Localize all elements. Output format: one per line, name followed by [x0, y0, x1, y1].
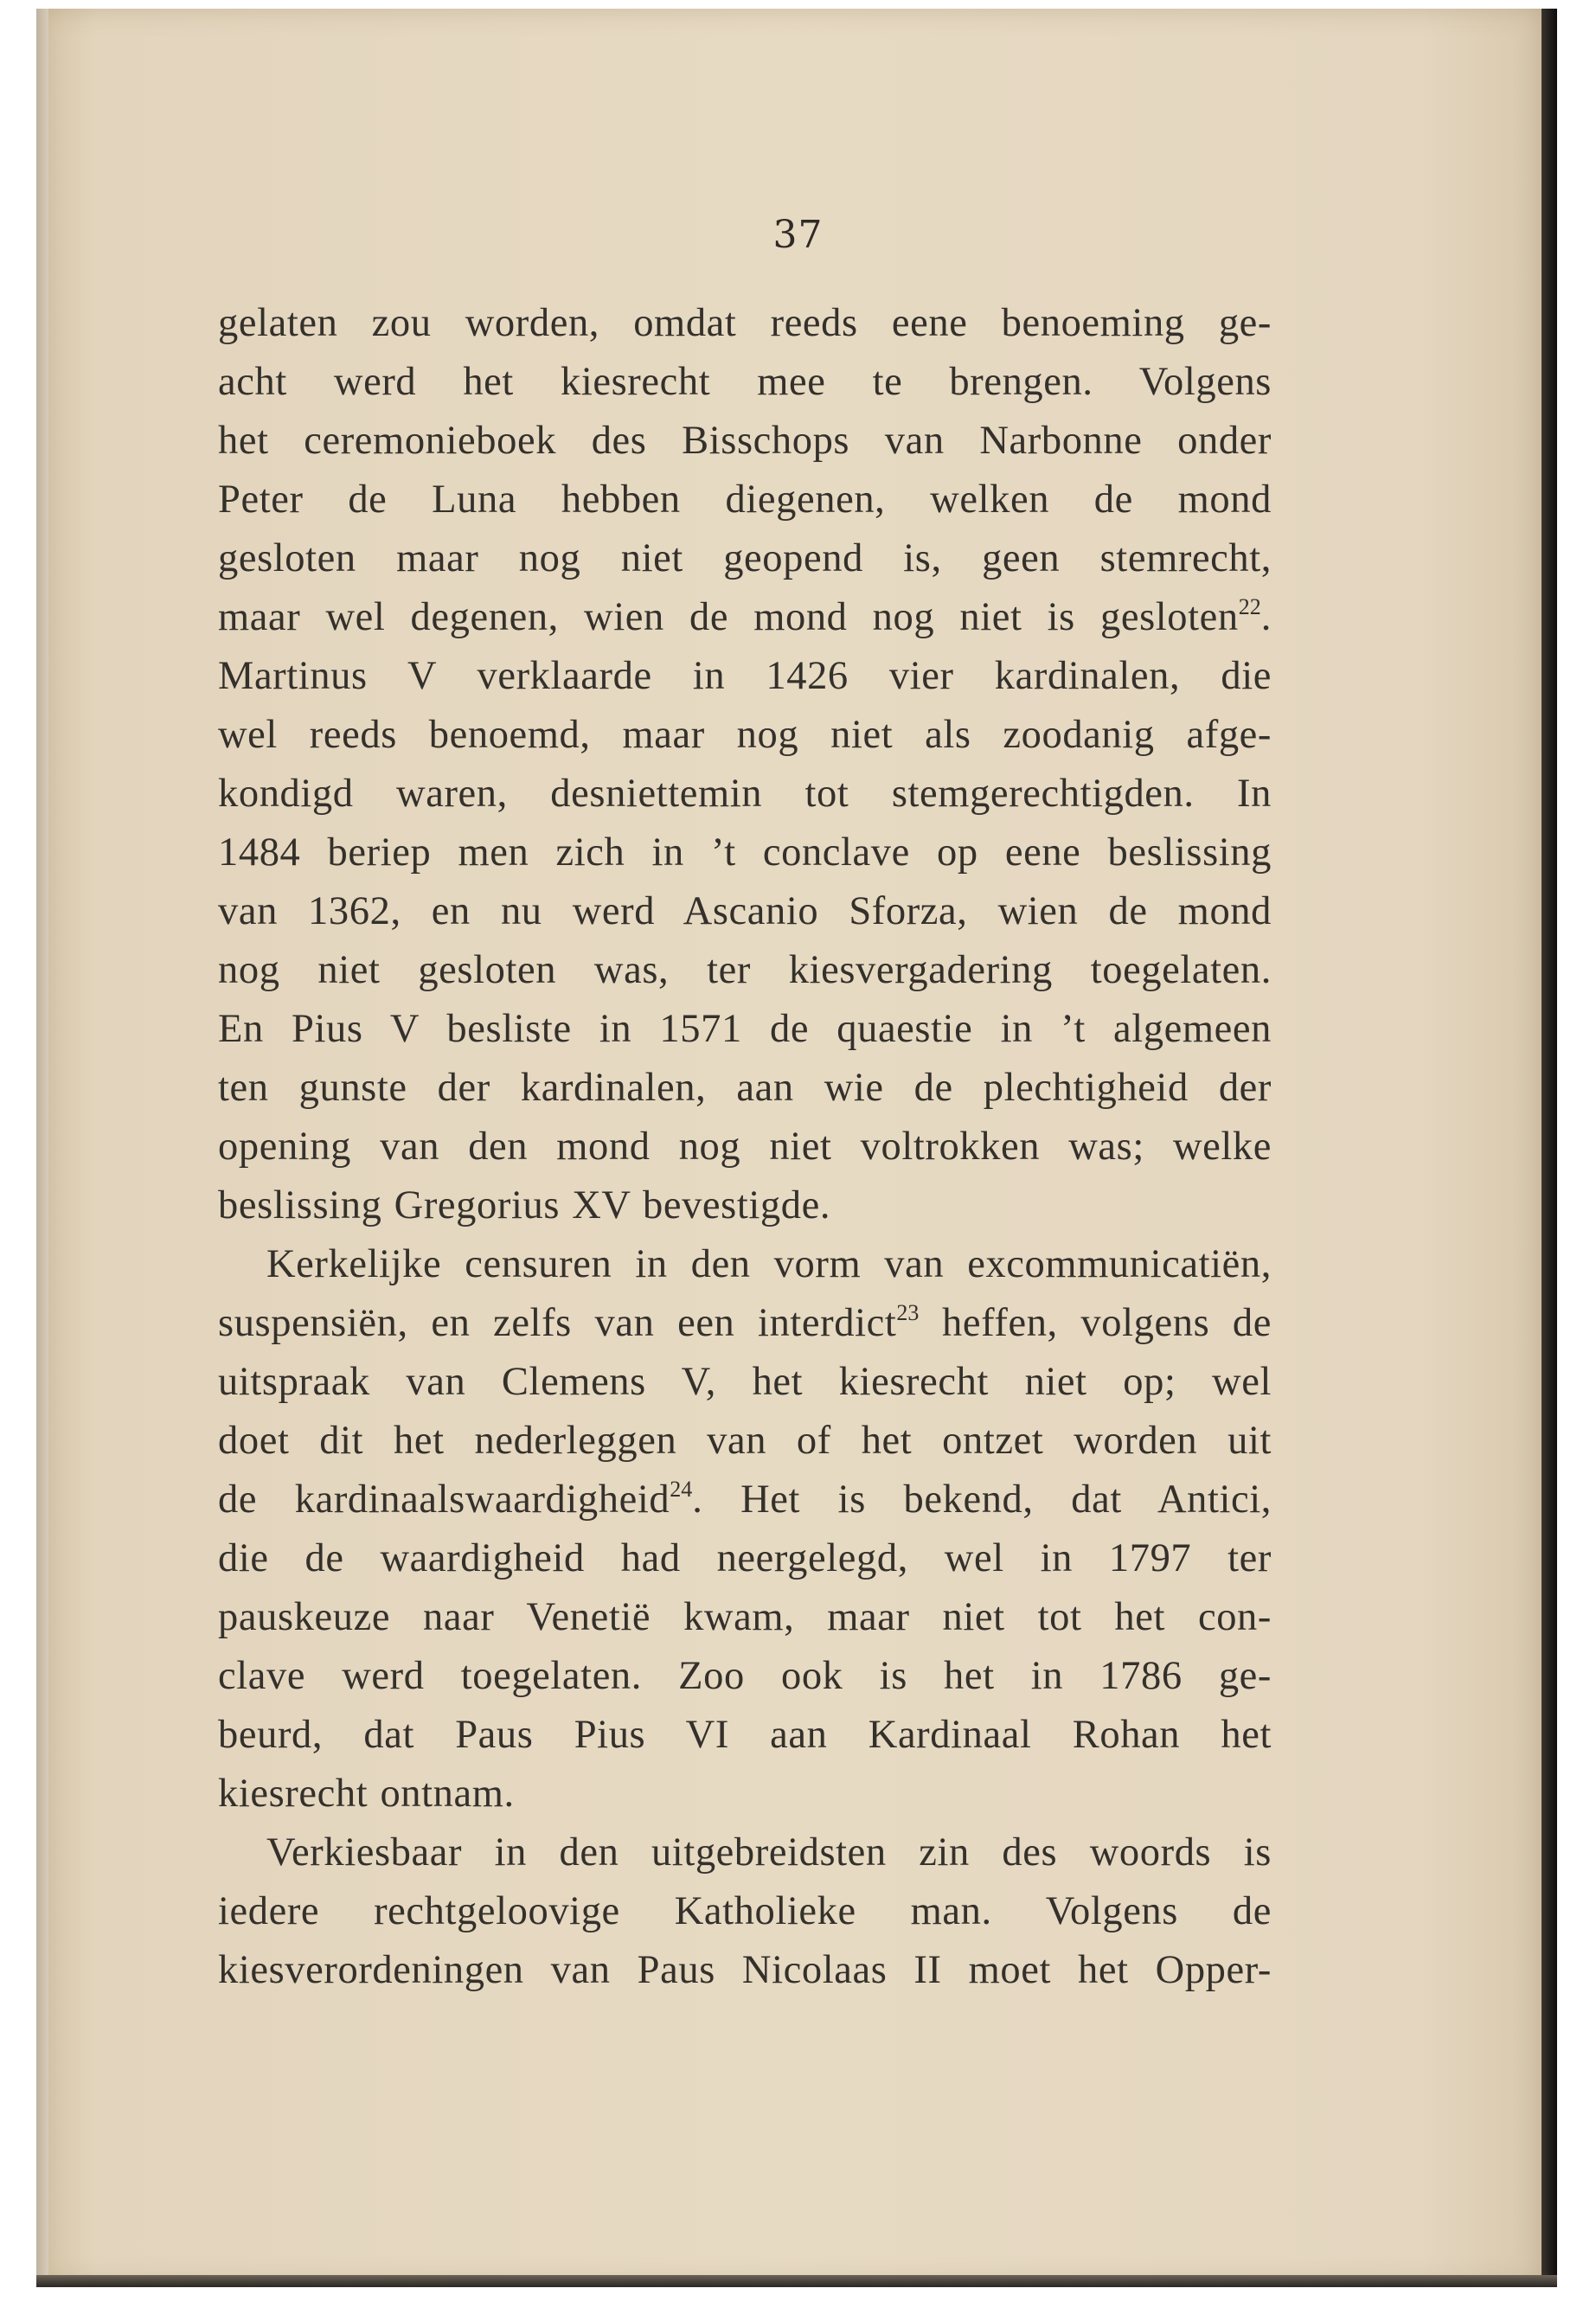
text-line-24: clave werd toegelaten. Zoo ook is het in 1786 ge- [218, 1654, 1272, 1698]
text-line-11: van 1362, en nu werd Ascanio Sforza, wien de mond [218, 889, 1272, 933]
page-bottom-edge [36, 2275, 1557, 2287]
text-line-20: doet dit het nederleggen van of het ontzet worden uit [218, 1419, 1272, 1463]
text-line-13: En Pius V besliste in 1571 de quaestie in ’t algemeen [218, 1007, 1272, 1051]
text-line-5: gesloten maar nog niet geopend is, geen stemrecht, [218, 536, 1272, 580]
text-line-14: ten gunste der kardinalen, aan wie de plechtigheid der [218, 1066, 1272, 1110]
text-line-23: pauskeuze naar Venetië kwam, maar niet tot het con- [218, 1595, 1272, 1639]
text-line-7: Martinus V verklaarde in 1426 vier kardinalen, die [218, 654, 1272, 698]
text-line-9: kondigd waren, desniettemin tot stemgerechtigden. In [218, 772, 1272, 816]
text-line-19: uitspraak van Clemens V, het kiesrecht niet op; wel [218, 1360, 1272, 1404]
page-left-edge [36, 9, 48, 2284]
text-line-12: nog niet gesloten was, ter kiesvergadering toegelaten. [218, 948, 1272, 992]
text-line-16: beslissing Gregorius XV bevestigde. [218, 1183, 831, 1227]
text-line-21: de kardinaalswaardigheid$^{24}$. Het is bekend, dat Antici, [218, 1477, 1272, 1522]
text-line-8: wel reeds benoemd, maar nog niet als zoodanig afge- [218, 713, 1272, 757]
text-line-25: beurd, dat Paus Pius VI aan Kardinaal Rohan het [218, 1713, 1272, 1757]
footnote-ref-24: 24 [670, 1477, 693, 1502]
body-text [218, 294, 1272, 2000]
text-line-3: het ceremonieboek des Bisschops van Narbonne onder [218, 419, 1272, 463]
text-line-22: die de waardigheid had neergelegd, wel in 1797 ter [218, 1536, 1272, 1580]
text-line-18: suspensiën, en zelfs van een interdict$^{23}$ heffen, volgens de [218, 1300, 1272, 1345]
text-line-4: Peter de Luna hebben diegenen, welken de mond [218, 478, 1272, 522]
text-line-26: kiesrecht ontnam. [218, 1772, 515, 1816]
text-line-10: 1484 beriep men zich in ’t conclave op eene beslissing [218, 830, 1272, 875]
text-line-6: maar wel degenen, wien de mond nog niet is gesloten$^{22}$. [218, 594, 1272, 639]
footnote-ref-22: 22 [1238, 594, 1261, 619]
text-line-15: opening van den mond nog niet voltrokken was; welke [218, 1125, 1272, 1169]
text-line-27: Verkiesbaar in den uitgebreidsten zin des woords is [266, 1830, 1272, 1875]
page-right-edge [1542, 9, 1557, 2284]
text-line-2: acht werd het kiesrecht mee te brengen. Volgens [218, 360, 1272, 404]
text-line-17: Kerkelijke censuren in den vorm van excommunicatiën, [266, 1242, 1272, 1286]
text-line-1: gelaten zou worden, omdat reeds eene benoeming ge- [218, 301, 1272, 345]
text-line-29: kiesverordeningen van Paus Nicolaas II moet het Opper- [218, 1948, 1272, 1992]
footnote-ref-23: 23 [896, 1300, 920, 1325]
text-line-28: iedere rechtgeloovige Katholieke man. Volgens de [218, 1889, 1272, 1933]
page-number: 37 [772, 213, 824, 257]
